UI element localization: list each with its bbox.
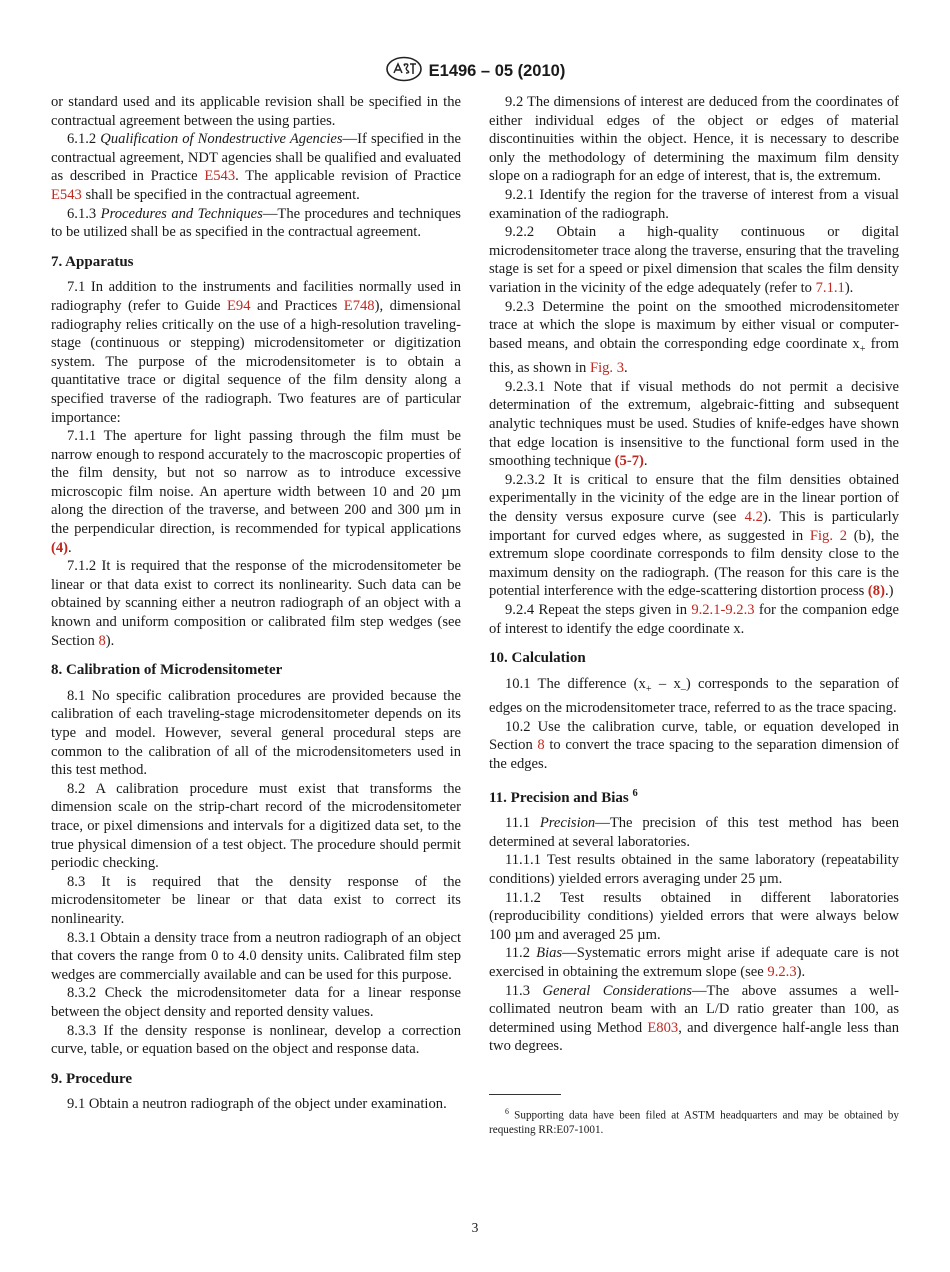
paragraph-11-1: 11.1 Precision—The precision of this test method has been determined at several laboratories. <box>489 815 899 850</box>
link-e94[interactable]: E94 <box>226 297 251 314</box>
section-heading-calculation: 10. Calculation <box>489 650 586 667</box>
paragraph-11-3: 11.3 General Considerations—The above assumes a well-collimated neutron beam with an L/D ratio greater than 100, as determined using Method E803, and divergence half-angle less than two degrees. <box>489 982 900 1055</box>
link-7-1-1[interactable]: 7.1.1 <box>815 279 845 296</box>
link-fig-2[interactable]: Fig. 2 <box>809 527 848 544</box>
link-fig-3[interactable]: Fig. 3 <box>589 360 625 377</box>
link-section-8[interactable]: 8 <box>537 737 545 754</box>
footnote: $^6$ Supporting data have been filed at ASTM headquarters and may be obtained by requesting RR:E07-1001. <box>489 1106 899 1137</box>
paragraph-11-1-1: 11.1.1 Test results obtained in the same laboratory (repeatability conditions) yielded errors averaging under 25 µm. <box>489 852 899 887</box>
link-e543[interactable]: E543 <box>204 168 236 185</box>
page-header <box>0 56 950 87</box>
paragraph-10-2: 10.2 Use the calibration curve, table, or equation developed in Section 8 to convert the trace spacing to the separation dimension of the edges. <box>489 718 899 772</box>
section-heading-procedure: 9. Procedure <box>51 1070 133 1087</box>
link-4-2[interactable]: 4.2 <box>744 508 763 525</box>
section-heading-precision-bias: 11. Precision and Bias $^6$ <box>489 787 638 806</box>
paragraph-9-2-3-2: 9.2.3.2 It is critical to ensure that the film densities obtained experimentally in the vicinity of the edge are in the linear portion of the density versus exposure curve (see 4.2). This is particularly important for curved edges where, as suggested in Fig. 2 (b), the extremum slope coordinate corresponds to film density close to the maximum density on the radiograph. (The reason for this care is the potential interference with the edge-scattering distortion process (8).) <box>489 471 899 600</box>
link-section-8[interactable]: 8 <box>98 632 106 649</box>
paragraph-8-3-2: 8.3.2 Check the microdensitometer data for a linear response between the object density and reported density values. <box>51 985 461 1020</box>
link-9-2-3[interactable]: 9.2.3 <box>767 963 797 980</box>
paragraph-10-1: 10.1 The difference $(x_+ - x_-)$ corresponds to the separation of edges on the microdensitometer trace, referred to as the trace spacing. <box>489 675 899 717</box>
paragraph-9-1: 9.1 Obtain a neutron radiograph of the object under examination. <box>67 1096 447 1113</box>
reference-link[interactable]: (8) <box>867 583 885 600</box>
link-e803[interactable]: E803 <box>647 1019 679 1036</box>
paragraph-9-2-1: 9.2.1 Identify the region for the traverse of interest from a visual examination of the radiograph. <box>489 186 899 222</box>
paragraph-9-2-2: 9.2.2 Obtain a high-quality continuous or digital microdensitometer trace along the traverse, ensuring that the traveling stage is set for a speed or pixel dimension that scales the film density variation in the vicinity of the edge adequately (refer to 7.1.1). <box>489 224 899 296</box>
section-heading-calibration: 8. Calibration of Microdensitometer <box>51 662 283 679</box>
reference-link[interactable]: (4) <box>51 539 69 556</box>
link-e543[interactable]: E543 <box>51 186 82 203</box>
astm-logo-icon <box>385 56 423 87</box>
link-9-2-1-9-2-3[interactable]: 9.2.1-9.2.3 <box>691 601 755 618</box>
page-number: 3 <box>471 1220 479 1235</box>
paragraph-8-3-3: 8.3.3 If the density response is nonlinear, develop a correction curve, table, or equation based on the object and response data. <box>51 1022 461 1058</box>
left-column <box>51 93 461 1114</box>
paragraph: or standard used and its applicable revision shall be specified in the contractual agreement between the using parties. <box>51 94 461 129</box>
paragraph-9-2-4: 9.2.4 Repeat the steps given in 9.2.1-9.2.3 for the companion edge of interest to identify the edge coordinate x. <box>489 601 900 637</box>
right-column <box>489 93 899 1138</box>
paragraph-8-3-1: 8.3.1 Obtain a density trace from a neutron radiograph of an object that covers the range from 0 to 4.0 density units. Calibrated film step wedges are commercially available and can be used for this purpose. <box>51 929 461 983</box>
footnote-divider <box>489 1094 561 1095</box>
paragraph-8-1: 8.1 No specific calibration procedures are provided because the calibration of each traveling-stage microdensitometer depends on its type and model. However, several general procedural steps are common to the calibration of all of the microdensitometers used in this test method. <box>51 687 461 779</box>
paragraph-7-1-1: 7.1.1 The aperture for light passing through the film must be narrow enough to respond accurately to the macroscopic properties of the film density, but not so narrow as to introduce excessive microscopic film noise. An aperture width between 10 and 20 µm along the direction of the traverse, and between 200 and 300 µm in the perpendicular direction, is recommended for typical applications (4). <box>51 428 461 556</box>
paragraph-6-1-2: 6.1.2 Qualification of Nondestructive Agencies—If specified in the contractual agreement, NDT agencies shall be qualified and evaluated as described in Practice E543. The applicable revision of Practice E543 shall be specified in the contractual agreement. <box>51 131 462 203</box>
paragraph-9-2-3: 9.2.3 Determine the point on the smoothed microdensitometer trace at which the slope is maximum by either visual or computer-based means, and obtain the corresponding edge coordinate $x_+$ from this, as shown in Fig. 3. <box>489 298 899 377</box>
section-heading-apparatus: 7. Apparatus <box>51 253 134 270</box>
paragraph-9-2: 9.2 The dimensions of interest are deduced from the coordinates of either individual edges of the object or edges of material discontinuities within the object. Hence, it is necessary to describe only the methodology of determining the maximum film density slope on a radiograph for an edge of interest, that is, the extremum. <box>489 94 899 185</box>
paragraph-9-2-3-1: 9.2.3.1 Note that if visual methods do not permit a decisive determination of the extremum, algebraic-fitting and subsequent analytic techniques must be used. Studies of knife-edges have shown that edge location is insensitive to the functional form used in the smoothing technique (5-7). <box>489 378 899 470</box>
paragraph-11-2: 11.2 Bias—Systematic errors might arise if adequate care is not exercised in obtaining the extremum slope (see 9.2.3). <box>489 945 899 980</box>
reference-link[interactable]: (5-7) <box>614 453 644 470</box>
document-designation: E1496 – 05 (2010) <box>428 62 566 80</box>
link-e748[interactable]: E748 <box>343 297 375 314</box>
paragraph-8-2: 8.2 A calibration procedure must exist that transforms the dimension scale on the strip-chart record of the microdensitometer trace, or pixel dimensions and intervals for a digitized data set, to the true physical dimension of a test object. The procedure should permit periodic checking. <box>51 780 461 872</box>
paragraph-7-1-2: 7.1.2 It is required that the response of the microdensitometer be linear or that data exist to correct its nonlinearity. Such data can be obtained by scanning either a neutron radiograph of an object with a known and uniform composition or calibrated film step wedges (see Section 8). <box>51 558 461 649</box>
paragraph-7-1: 7.1 In addition to the instruments and facilities normally used in radiography (refer to Guide E94 and Practices E748), dimensional radiography relies critically on the use of a high-resolution traveling-stage (continuous or stepping) microdensitometer or digitization system. The purpose of the microdensitometer is to obtain a quantitative trace or digital sequence of the film density along a specified traverse of the radiograph. Two features are of particular importance: <box>51 279 461 426</box>
paragraph-11-1-2: 11.1.2 Test results obtained in different laboratories (reproducibility conditions) yielded errors that were always below 100 µm and averaged 25 µm. <box>489 889 899 943</box>
paragraph-6-1-3: 6.1.3 Procedures and Techniques—The procedures and techniques to be utilized shall be as specified in the contractual agreement. <box>51 205 461 241</box>
paragraph-8-3: 8.3 It is required that the density response of the microdensitometer be linear or that data exist to correct its nonlinearity. <box>51 873 461 927</box>
footnote-marker[interactable]: 6 <box>632 787 638 799</box>
